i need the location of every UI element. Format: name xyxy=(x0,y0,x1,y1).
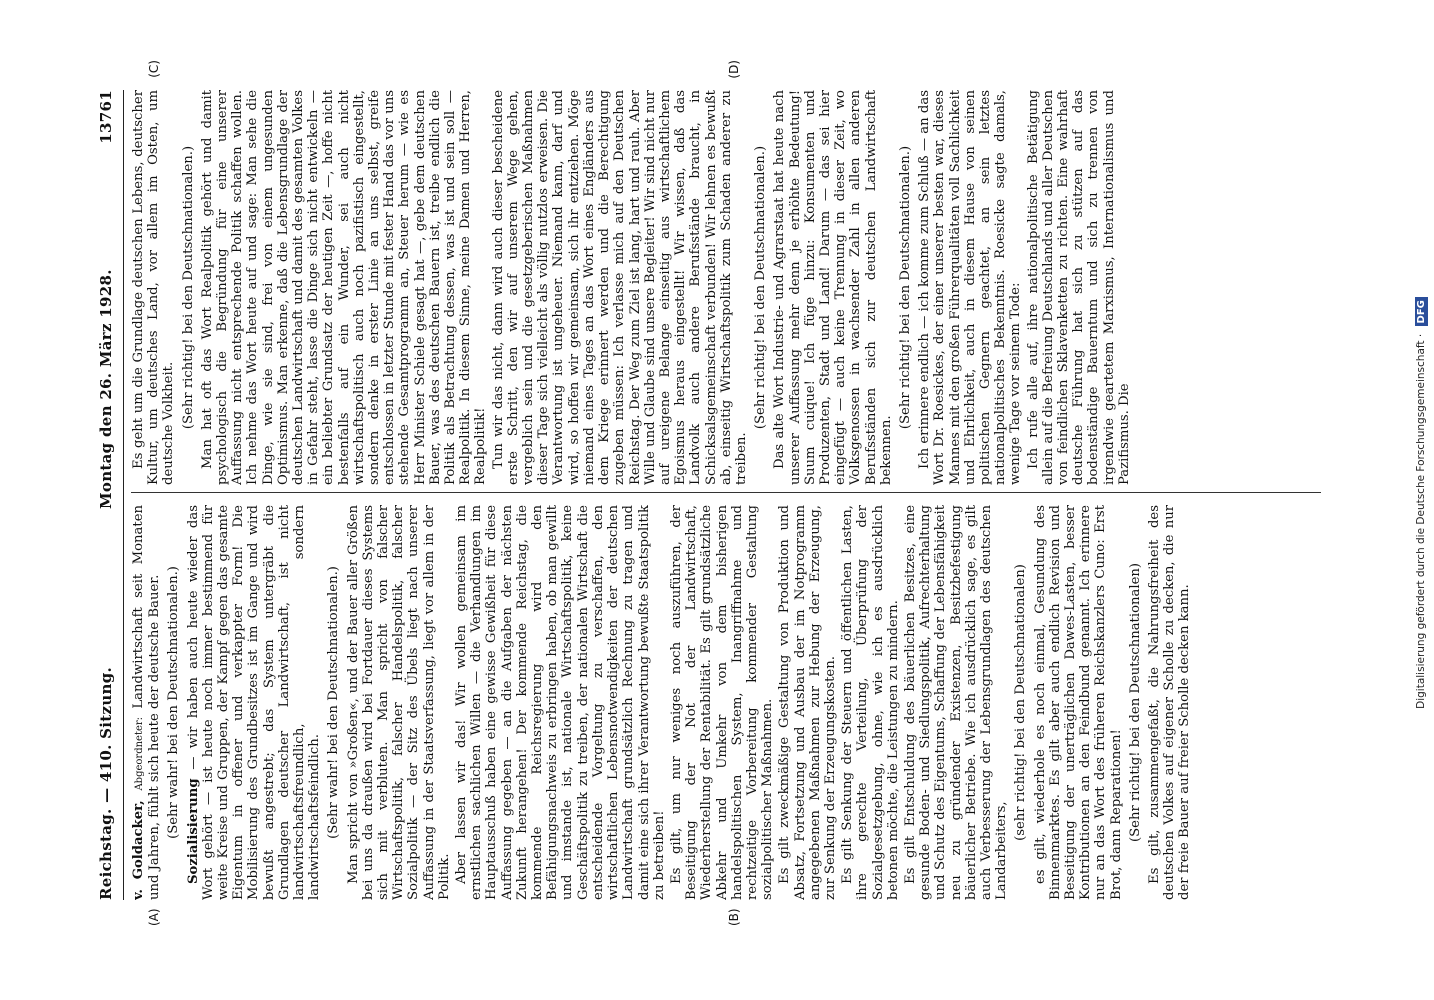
speaker-note: Abgeordneter: xyxy=(134,708,145,791)
column-divider xyxy=(131,492,1321,493)
dfg-note-text: Digitalisierung gefördert durch die Deutsche Forschungsgemeinschaft · xyxy=(1415,333,1427,709)
paragraph xyxy=(491,90,749,485)
interjection: (Sehr wahr! bei den Deutschnationalen.) xyxy=(166,566,182,839)
margin-marker-d: (D) xyxy=(727,60,741,79)
paragraph-text: Man spricht von »Großen«, und der Bauer aller Größen bei uns da draußen wird bei Fortdauer dieses Systems sich mit verbluten. Man spricht von falscher Wirtschaftspolitik, falscher Handelspolitik, falscher Sozialpolitik — der Sitz des Übels liegt nach unserer Auffassung in der Staatsverfassung, liegt vor allem in der Politik. xyxy=(345,505,452,900)
paragraph-text: Man hat oft das Wort Realpolitik gehört und damit psychologisch die Begründung für eine unserer Auffassung nicht entsprechende Politik schaffen wollen. Ich nehme das Wort heute auf und sage: Man sehe die Dinge, wie sie sind, frei von einem ungesunden Optimismus. Man erkenne, daß die Lebensgrundlage der deutschen Landwirtschaft und damit des gesamten Volkes in Gefahr steht, lasse die Dinge sich nicht entwickeln — ein beliebter Grundsatz der heutigen Zeit —, hoffe nicht bestenfalls auf ein Wunder, sei auch nicht wirtschaftspolitisch auch noch pazifistisch eingestellt, sondern denke in erster Linie an uns selbst, greife entschlossen in letzter Stunde mit fester Hand das vor uns stehende Gesamtprogramm an, Steuer herum — wie es Herr Minister Schiele gesagt hat —, gebe dem deutschen Bauer, was des deutschen Bauern ist, treibe endlich die Politik als Betrachtung dessen, was ist und sein soll — Realpolitik. In diesem Sinne, meine Damen und Herren, Realpolitik! xyxy=(199,90,489,485)
paragraph-text: Es gilt, um nur weniges noch auszuführen, der Beseitigung der Not der Landwirtschaft, Wiederherstellung der Rentabilität. Es gilt grundsätzliche Abkehr und Umkehr von dem bisherigen handelspolitischen System, Inangriffnahme und rechtzeitige Vorbereitung kommender Gestaltung sozialpolitischer Maßnahmen. xyxy=(668,505,776,900)
paragraph-text: Aber lassen wir das! Wir wollen gemeinsam im ernstlichen sachlichen Willen — die Verhandlungen im Hauptausschuß haben eine gewisse Gewißheit für diese Auffassung gegeben — an die Aufgaben der nächsten Zukunft herangehen! Der kommende Reichstag, die kommende Reichsregierung wird den Befähigungsnachweis zu erbringen haben, ob man gewillt und imstande ist, nationale Wirtschaftspolitik, keine Geschäftspolitik zu treiben, der nationalen Wirtschaft die entscheidende Vorgeltung zu verschaffen, den wirtschaftlichen Lebensnotwendigkeiten der deutschen Landwirtschaft grundsätzlich Rechnung zu tragen und damit eine sich ihrer Verantwortung bewußte Staatspolitik zu betreiben! xyxy=(454,505,667,900)
paragraph-text: Ich rufe alle auf, ihre nationalpolitische Betätigung allein auf die Befreiung Deutschlands und aller Deutschen von feindlichen Sklavenketten zu richten. Eine wahrhaft deutsche Führung hat sich zu stützen auf das bodenständige Bauerntum und sich zu trennen von irgendwie geartetem Marxismus, Internationalismus und Pazifismus. Die xyxy=(1025,90,1132,485)
dfg-sidebar-note xyxy=(1412,8,1430,998)
interjection: (Sehr richtig! bei den Deutschnationalen.) xyxy=(753,145,769,430)
paragraph xyxy=(1147,505,1193,900)
paragraph xyxy=(777,505,838,900)
paragraph-text: Es geht um die Grundlage deutschen Lebens, deutscher Kultur, um deutsches Land, vor allem im Osten, um deutsche Volkheit. xyxy=(131,90,177,485)
interjection: (sehr richtig! bei den Deutschnationalen) xyxy=(1013,564,1029,841)
paragraph-text: Es gilt, zusammengefaßt, die Nahrungsfreiheit des deutschen Volkes auf eigener Scholle zu decken, die nur der freie Bauer auf freier Scholle decken kann. xyxy=(1147,505,1193,900)
paragraph-text: Es gilt zweckmäßige Gestaltung von Produktion und Absatz, Fortsetzung und Ausbau der im Notprogramm angegebenen Maßnahmen zur Hebung der Erzeugung, zur Senkung der Erzeugungskosten. xyxy=(777,505,838,900)
paragraph-text: Tun wir das nicht, dann wird auch dieser bescheidene erste Schritt, den wir auf unserem Wege gehen, vergeblich sein und die gesetzgeberischen Maßnahmen dieser Tage sich vielleicht als völlig nutzlos erweisen. Die Verantwortung ist ungeheuer. Niemand kann, darf und wird, so hoffen wir gemeinsam, sich ihr entziehen. Möge niemand eines Tages an das Wort eines Engländers aus dem Kriege erinnert werden und die Berechtigung zugeben müssen: Ich verlasse mich auf den Deutschen Reichstag. Der Weg zum Ziel ist lang, hart und rauh. Aber Wille und Glaube sind unsere Begleiter! Wir sind nicht nur auf ureigene Belange einseitig aus wirtschaftlichem Egoismus heraus eingestellt! Wir wissen, daß das Landvolk auch andere Berufsstände braucht, in Schicksalsgemeinschaft verbunden! Wir lehnen es bewußt ab, einseitig Wirtschaftspolitik zum Schaden anderer zu treiben. xyxy=(490,90,749,485)
header-right xyxy=(97,90,115,509)
page-number: 13761 xyxy=(97,90,115,144)
interjection: (Sehr richtig! bei den Deutschnationalen.) xyxy=(180,145,196,430)
paragraph-text: Landwirtschaft seit Monaten und Jahren, fühlt sich heute der deutsche Bauer. xyxy=(131,505,163,900)
paragraph xyxy=(669,505,775,900)
paragraph xyxy=(200,90,489,485)
paragraph xyxy=(346,505,452,900)
paragraph xyxy=(131,505,162,900)
paragraph xyxy=(772,90,894,485)
header-date: Montag den 26. März 1928. xyxy=(97,269,115,510)
margin-marker-b: (B) xyxy=(727,908,741,926)
margin-marker-a: (A) xyxy=(147,908,161,926)
header-left-title: Reichstag. — 410. Sitzung. xyxy=(97,666,115,900)
paragraph-text: Es gilt Entschuldung des bäuerlichen Besitzes, eine gesunde Boden- und Siedlungspolitik, Aufrechterhaltung und Schutz des Eigentums, Schaffung der Lebensfähigkeit neu zu gründender Existenzen, Besitzbefestigung bäuerlicher Betriebe. Wie ich ausdrücklich sage, es gilt auch Verbesserung der Lebensgrundlagen des deutschen Landarbeiters, xyxy=(902,505,1010,900)
paragraph xyxy=(131,90,177,485)
paragraph xyxy=(1026,90,1132,485)
paragraph xyxy=(903,505,1009,900)
paragraph-text: Es gilt Senkung der Steuern und öffentlichen Lasten, ihre gerechte Verteilung, Überprüfung der Sozialgesetzgebung, ohne, wie ich es ausdrücklich betonen möchte, die Leistungen zu mindern. xyxy=(840,505,901,900)
paragraph-text: es gilt, wiederhole es noch einmal, Gesundung des Binnenmarktes. Es gilt aber auch endlich Revision und Beseitigung der unerträglichen Dawes-Lasten, besser Kontributionen an den Feindbund genannt. Ich erinnere nur an das Wort des früheren Reichskanzlers Cuno: Erst Brot, dann Reparationen! xyxy=(1032,505,1124,900)
paragraph xyxy=(1033,505,1124,900)
paragraph xyxy=(840,505,901,900)
emphasis: Sozialisierung xyxy=(185,769,201,884)
interjection: (Sehr richtig! bei den Deutschnationalen) xyxy=(1127,562,1143,843)
header-rule xyxy=(123,90,124,900)
paragraph xyxy=(917,90,1023,485)
running-head xyxy=(97,90,123,900)
paragraph-text: Das alte Wort Industrie- und Agrarstaat hat heute nach unserer Auffassung mehr denn je erhöhte Bedeutung! Suum cuique! Ich füge hinzu: Konsumenten und Produzenten, Stadt und Land! Darum — das sei hier eingefügt — auch keine Trennung in dieser Zeit, wo Volksgenossen in wachsender Zahl in allen anderen Berufsständen sich zur deutschen Landwirtschaft bekennen. xyxy=(772,90,894,485)
left-text-column xyxy=(131,505,1331,900)
paragraph xyxy=(186,505,323,900)
interjection: (Sehr richtig! bei den Deutschnationalen.) xyxy=(897,145,913,430)
margin-marker-c: (C) xyxy=(147,60,161,78)
newspaper-page xyxy=(87,60,1347,940)
paragraph-text: Ich erinnere endlich — ich komme zum Schluß — an das Wort Dr. Roesickes, der einer unserer besten war, dieses Mannes mit den großen Führerqualitäten voll Sachlichkeit und Ehrlichkeit, auch in diesem Hause von seinen politischen Gegnern geachtet, an sein letztes nationalpolitisches Bekenntnis. Roesicke sagte damals, wenige Tage vor seinem Tode: xyxy=(917,90,1024,485)
dfg-logo: DFG xyxy=(1415,297,1428,326)
speaker-name: v. Goldacker, xyxy=(131,790,146,900)
interjection: (Sehr wahr! bei den Deutschnationalen.) xyxy=(326,566,342,839)
paragraph xyxy=(454,505,667,900)
right-text-column xyxy=(131,90,1331,485)
paragraph-text: — wir haben auch heute wieder das Wort gehört — ist heute noch immer bestimmend für weite Kreise und Gruppen, der Kampf gegen das gesamte Eigentum in offener und verkappter Form! Die Mobilisierung des Grundbesitzes ist im Gange und wird bewußt angestrebt; das System untergräbt die Grundlagen deutscher Landwirtschaft, ist nicht landwirtschaftsfreundlich, sondern landwirtschaftsfeindlich. xyxy=(185,505,323,900)
